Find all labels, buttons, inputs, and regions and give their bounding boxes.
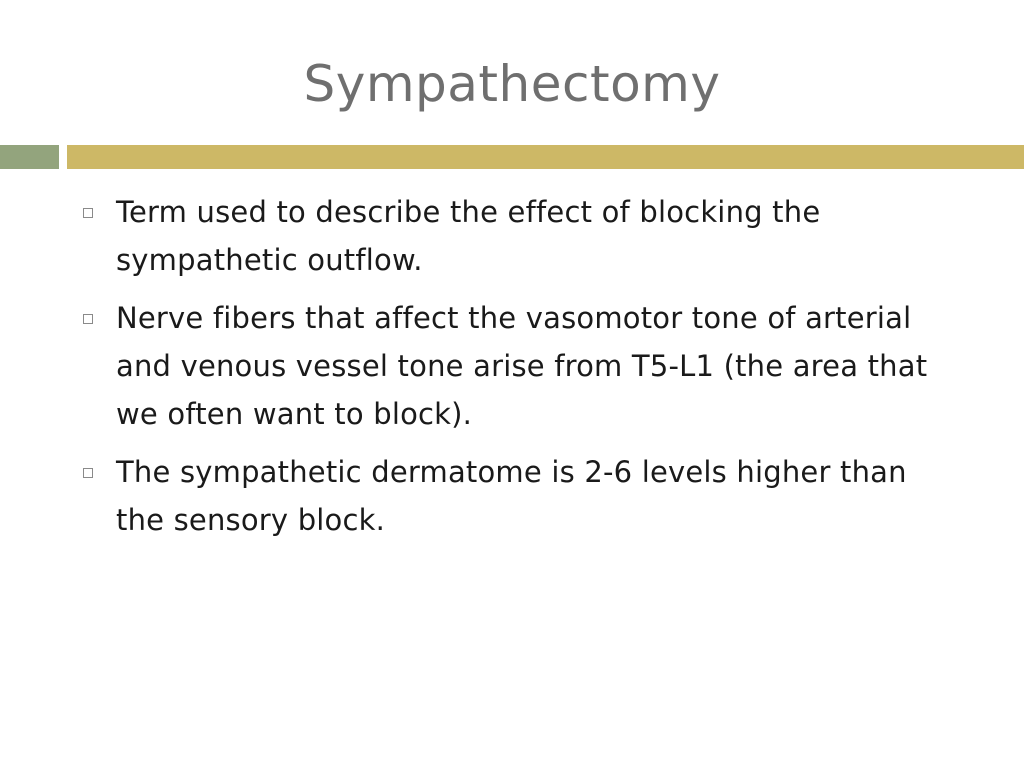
- title-accent-bar-left: [0, 145, 59, 169]
- slide-title: Sympathectomy: [303, 55, 721, 113]
- bullet-text: Term used to describe the effect of blocking the sympathetic outflow.: [116, 195, 821, 277]
- title-accent-bar-right: [67, 145, 1024, 169]
- bullet-item: [80, 448, 960, 544]
- bullet-item: [80, 188, 960, 284]
- bullet-item: [80, 294, 960, 438]
- square-bullet-icon: [83, 468, 93, 478]
- bullet-text: Nerve fibers that affect the vasomotor tone of arterial and venous vessel tone arise from T5-L1 (the area that we often want to block).: [116, 301, 928, 431]
- square-bullet-icon: [83, 314, 93, 324]
- bullet-text: The sympathetic dermatome is 2-6 levels higher than the sensory block.: [116, 455, 907, 537]
- square-bullet-icon: [83, 208, 93, 218]
- bullet-list: [80, 188, 960, 554]
